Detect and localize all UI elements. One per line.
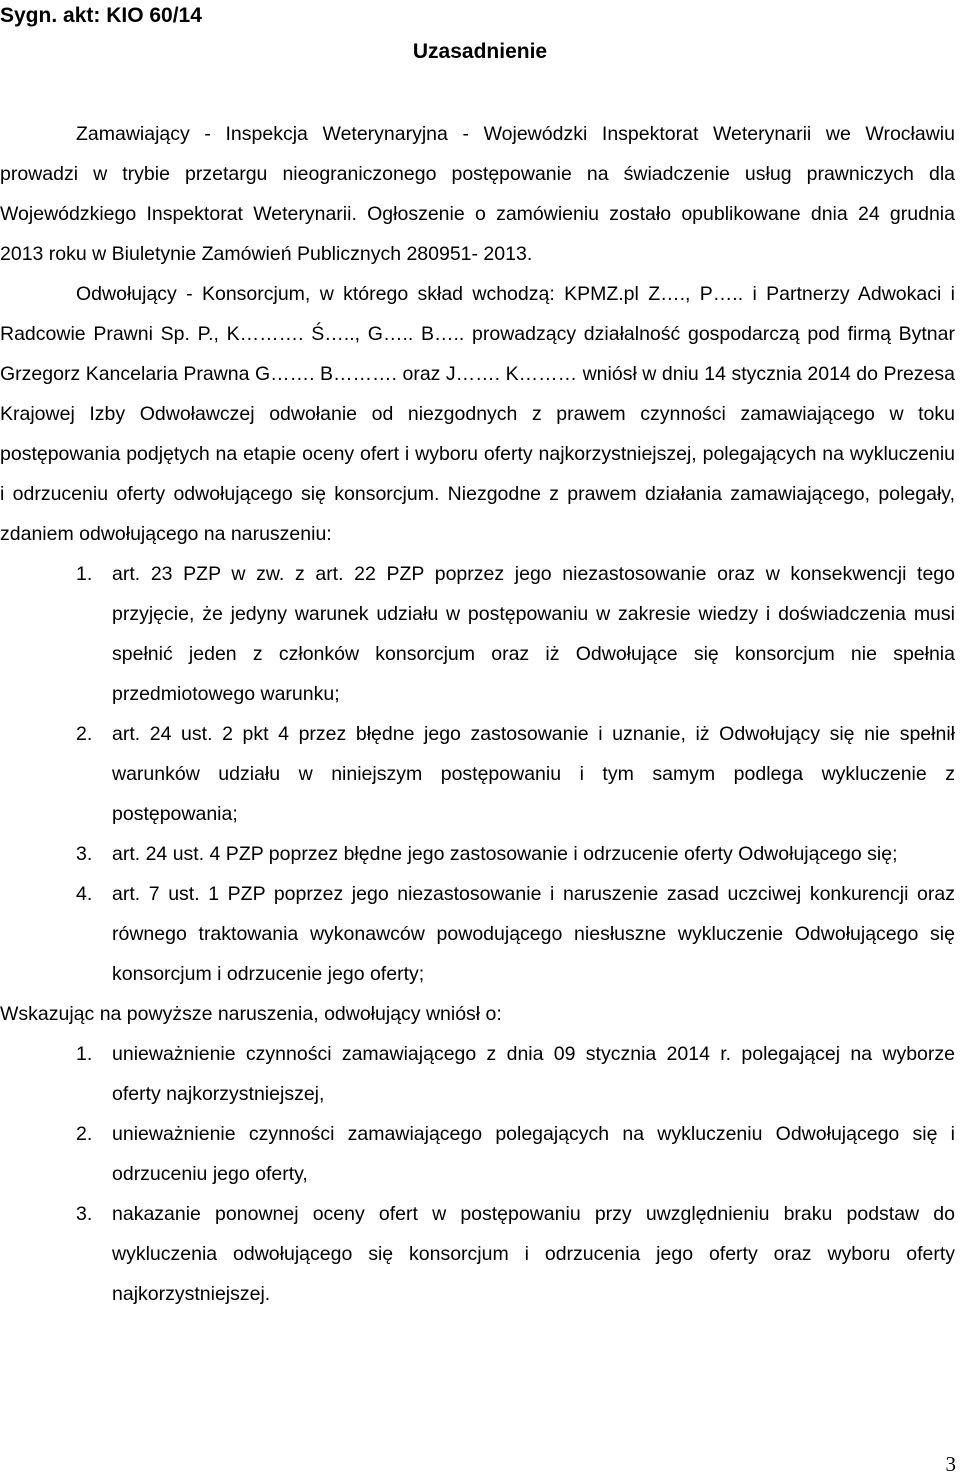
list-item-number: 1. — [76, 563, 93, 585]
document-body — [0, 114, 955, 1314]
list-item — [0, 834, 955, 874]
list-item-number: 2. — [76, 723, 93, 745]
violations-list — [0, 554, 955, 994]
list-item-number: 3. — [76, 843, 93, 865]
section-heading: Uzasadnienie — [412, 40, 548, 63]
list-item — [0, 714, 955, 834]
list-item-number: 4. — [76, 883, 93, 905]
demands-list — [0, 1034, 955, 1314]
list-item-number: 2. — [76, 1123, 93, 1145]
list-item-text: art. 24 ust. 2 pkt 4 przez błędne jego zastosowanie i uznanie, iż Odwołujący się nie spełnił warunków udziału w niniejszym postępowaniu i tym samym podlega wykluczenie z postępowania; — [112, 723, 955, 825]
list-item-text: art. 7 ust. 1 PZP poprzez jego niezastosowanie i naruszenie zasad uczciwej konkurencji oraz równego traktowania wykonawców powodującego niesłuszne wykluczenie Odwołującego się konsorcjum i odrzucenie jego oferty; — [112, 883, 955, 985]
list-item — [0, 874, 955, 994]
list-item-text: nakazanie ponownej oceny ofert w postępowaniu przy uwzględnieniu braku podstaw do wykluczenia odwołującego się konsorcjum i odrzucenia jego oferty oraz wyboru oferty najkorzystniejszej. — [112, 1203, 955, 1305]
list-item-text: unieważnienie czynności zamawiającego z dnia 09 stycznia 2014 r. polegającej na wyborze oferty najkorzystniejszej, — [112, 1043, 955, 1105]
list-item-number: 1. — [76, 1043, 93, 1065]
list-item — [0, 1034, 955, 1114]
list-item-text: art. 23 PZP w zw. z art. 22 PZP poprzez jego niezastosowanie oraz w konsekwencji tego przyjęcie, że jedyny warunek udziału w postępowaniu w zakresie wiedzy i doświadczenia musi spełnić jeden z członków konsorcjum oraz iż Odwołujące się konsorcjum nie spełnia przedmiotowego warunku; — [112, 563, 955, 705]
paragraph-demands-intro: Wskazując na powyższe naruszenia, odwołujący wniósł o: — [0, 1003, 502, 1025]
list-item-text: art. 24 ust. 4 PZP poprzez błędne jego zastosowanie i odrzucenie oferty Odwołującego się; — [112, 843, 898, 865]
list-item — [0, 554, 955, 714]
list-item-number: 3. — [76, 1203, 93, 1225]
paragraph-contracting-authority: Zamawiający - Inspekcja Weterynaryjna - Wojewódzki Inspektorat Weterynarii we Wrocławiu prowadzi w trybie przetargu nieograniczonego postępowanie na świadczenie usług prawniczych dla Wojewódzkiego Inspektorat Weterynarii. Ogłoszenie o zamówieniu zostało opublikowane dnia 24 grudnia 2013 roku w Biuletynie Zamówień Publicznych 280951- 2013. — [0, 123, 955, 265]
case-number: Sygn. akt: KIO 60/14 — [0, 4, 202, 27]
list-item — [0, 1194, 955, 1314]
list-item-text: unieważnienie czynności zamawiającego polegających na wykluczeniu Odwołującego się i odrzuceniu jego oferty, — [112, 1123, 955, 1185]
page-number: 3 — [945, 1452, 956, 1476]
list-item — [0, 1114, 955, 1194]
paragraph-appellant: Odwołujący - Konsorcjum, w którego skład wchodzą: KPMZ.pl Z…., P….. i Partnerzy Adwokaci i Radcowie Prawni Sp. P., K………. Ś….., G….. B….. prowadzący działalność gospodarczą pod firmą Bytnar Grzegorz Kancelaria Prawna G……. B………. oraz J……. K……… wniósł w dniu 14 stycznia 2014 do Prezesa Krajowej Izby Odwoławczej odwołanie od niezgodnych z prawem czynności zamawiającego w toku postępowania podjętych na etapie oceny ofert i wyboru oferty najkorzystniejszej, polegających na wykluczeniu i odrzuceniu oferty odwołującego się konsorcjum. Niezgodne z prawem działania zamawiającego, polegały, zdaniem odwołującego na naruszeniu: — [0, 283, 955, 545]
